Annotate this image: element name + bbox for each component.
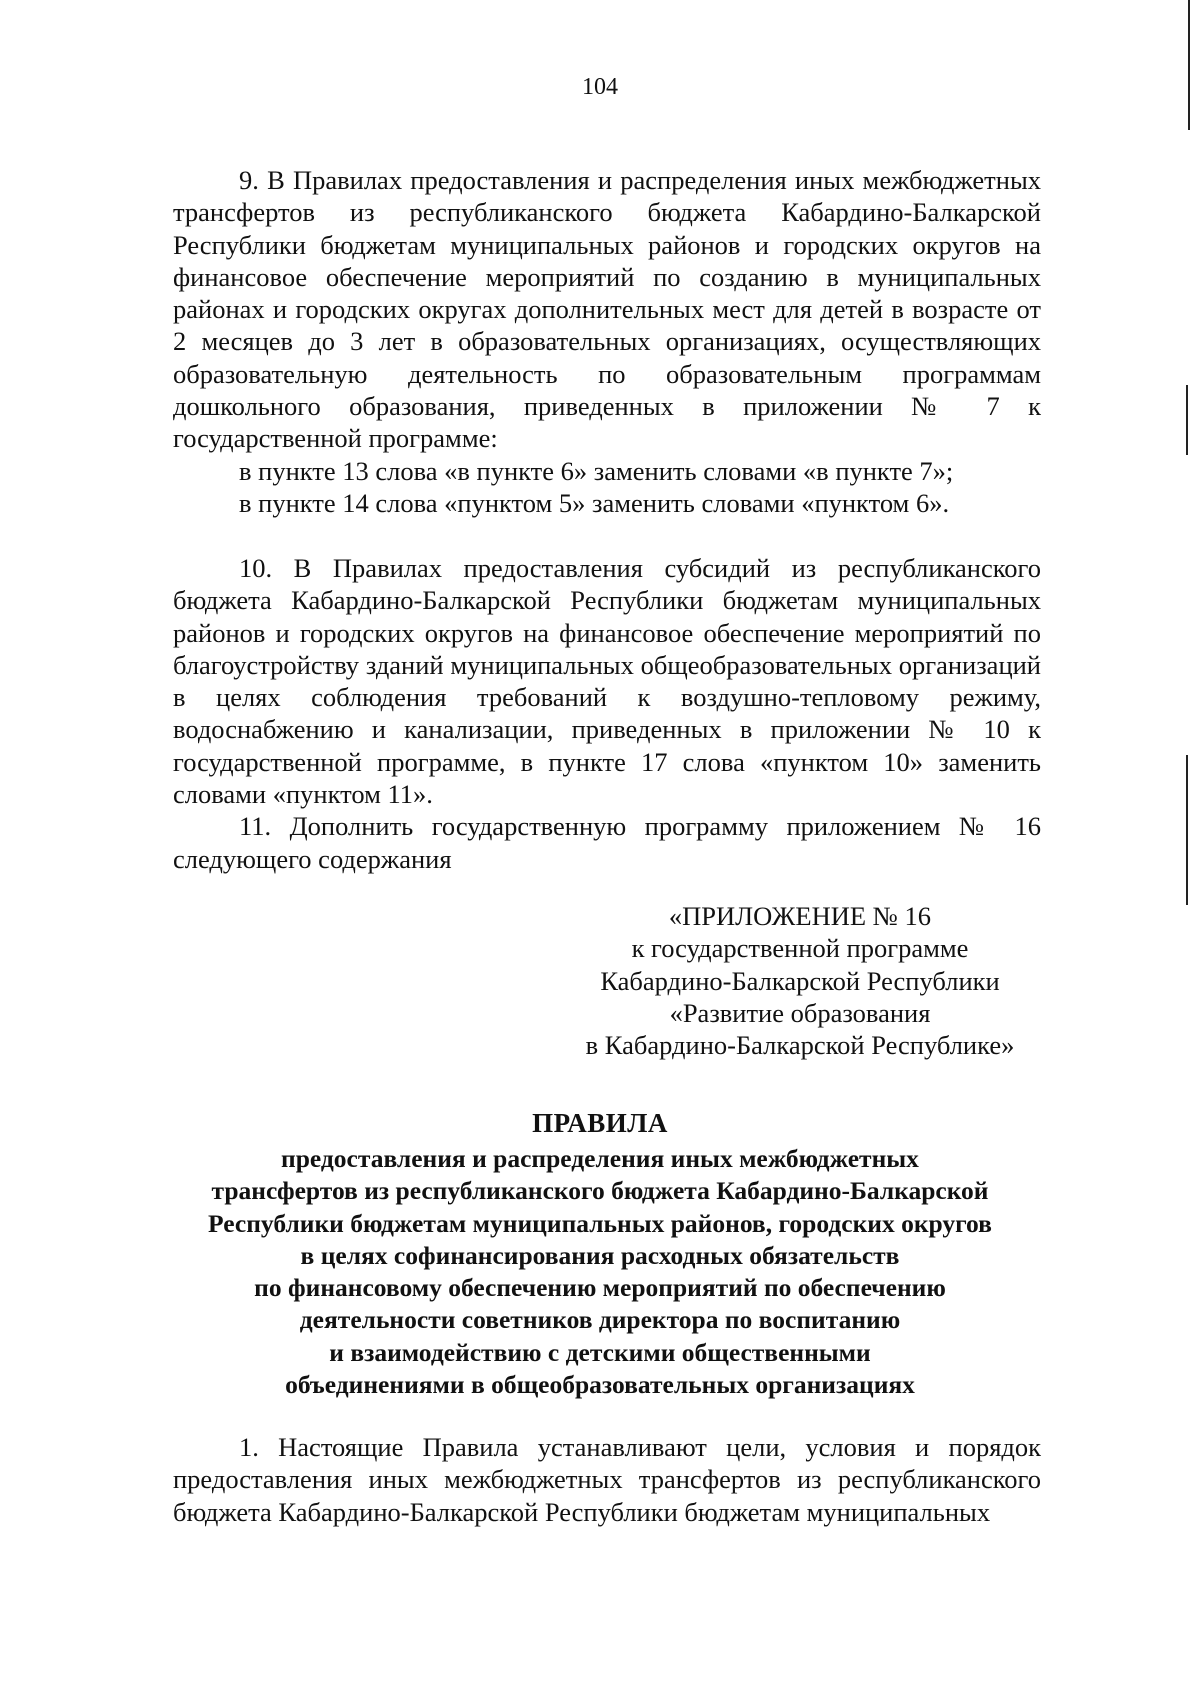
amendment-block-9 [173, 164, 1041, 519]
rules-subtitle-line: и взаимодействию с детскими общественными [329, 1337, 871, 1367]
paragraph-9-item-1: в пункте 13 слова «в пункте 6» заменить словами «в пункте 7»; [239, 455, 954, 486]
rules-subtitle-line: деятельности советников директора по воспитанию [299, 1305, 901, 1335]
rules-subtitle [160, 1143, 1040, 1401]
rules-subtitle-line: объединениями в общеобразовательных организациях [285, 1370, 915, 1400]
paragraph-9: 9. В Правилах предоставления и распределения иных межбюджетных трансфертов из республиканского бюджета Кабардино-Балкарской Республики бюджетам муниципальных районов и городских округов на финансовое обеспечение мероприятий по созданию в муниципальных районах и городских округах дополнительных мест для детей в возрасте от 2 месяцев до 3 лет в образовательных организациях, осуществляющих образовательную деятельность по образовательным программам дошкольного образования, приведенных в приложении № 7 к государственной программе: [173, 165, 1041, 454]
paragraph-9-item-2: в пункте 14 слова «пунктом 5» заменить словами «пунктом 6». [239, 487, 950, 518]
rules-subtitle-line: трансфертов из республиканского бюджета Кабардино-Балкарской [211, 1176, 989, 1206]
rules-subtitle-line: в целях софинансирования расходных обязательств [300, 1240, 900, 1270]
scan-edge-line [1186, 385, 1188, 455]
paragraph-11: 11. Дополнить государственную программу приложением № 16 следующего содержания [173, 811, 1041, 874]
appendix-header [560, 900, 1040, 1061]
amendment-block-10-11 [173, 552, 1041, 875]
appendix-line: Кабардино-Балкарской Республики [600, 965, 1000, 996]
appendix-line: «Развитие образования [669, 997, 931, 1028]
rules-body [173, 1431, 1041, 1528]
appendix-line: к государственной программе [631, 933, 969, 964]
page-number: 104 [582, 74, 618, 100]
appendix-line: «ПРИЛОЖЕНИЕ № 16 [668, 901, 932, 931]
rules-title: ПРАВИЛА [532, 1108, 668, 1138]
scan-edge-line [1188, 0, 1190, 130]
rules-subtitle-line: предоставления и распределения иных межбюджетных [281, 1144, 919, 1173]
rules-paragraph-1: 1. Настоящие Правила устанавливают цели, условия и порядок предоставления иных межбюджетных трансфертов из республиканского бюджета Кабардино-Балкарской Республики бюджетам муниципальных [173, 1432, 1041, 1527]
paragraph-10: 10. В Правилах предоставления субсидий из республиканского бюджета Кабардино-Балкарской Республики бюджетам муниципальных районов и городских округов на финансовое обеспечение мероприятий по благоустройству зданий муниципальных общеобразовательных организаций в целях соблюдения требований к воздушно-тепловому режиму, водоснабжению и канализации, приведенных в приложении № 10 к государственной программе, в пункте 17 слова «пунктом 10» заменить словами «пунктом 11». [173, 553, 1041, 810]
scan-edge-line [1186, 755, 1188, 905]
rules-subtitle-line: по финансовому обеспечению мероприятий по обеспечению [254, 1273, 946, 1303]
appendix-line: в Кабардино-Балкарской Республике» [585, 1030, 1015, 1061]
rules-subtitle-line: Республики бюджетам муниципальных районов, городских округов [208, 1208, 992, 1238]
